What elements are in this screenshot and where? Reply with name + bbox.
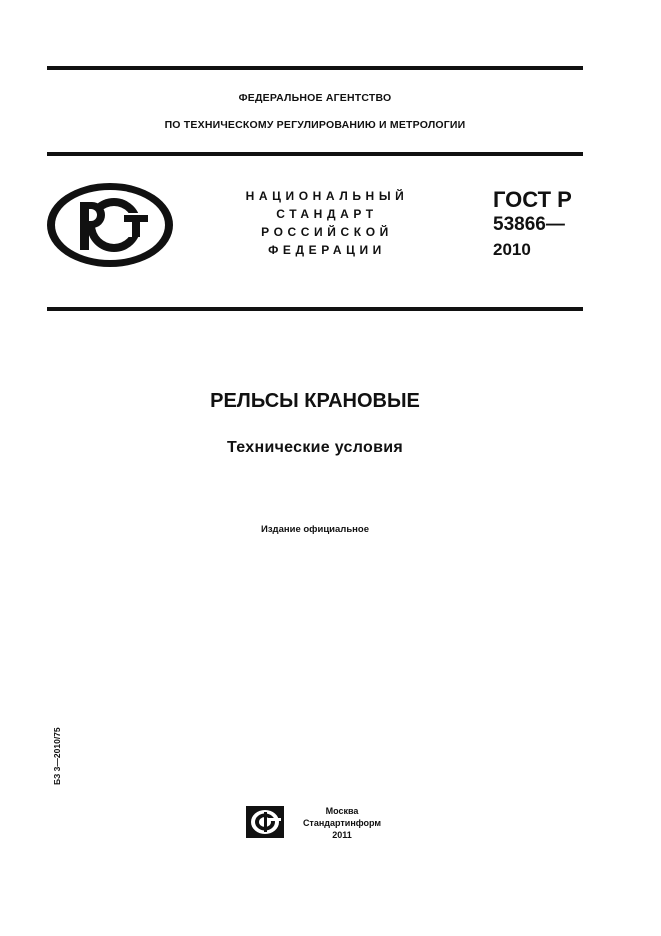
national-standard-line-2: СТАНДАРТ (276, 207, 378, 221)
rst-logo-icon (44, 180, 176, 270)
national-standard-line-1: НАЦИОНАЛЬНЫЙ (245, 189, 409, 203)
gost-year: 2010 (493, 240, 531, 259)
agency-line-1: ФЕДЕРАЛЬНОЕ АГЕНТСТВО (238, 92, 392, 104)
document-subtitle: Технические условия (227, 439, 403, 456)
gost-prefix: ГОСТ Р (493, 187, 572, 212)
publisher-year: 2011 (332, 830, 352, 840)
edition-note: Издание официальное (261, 524, 369, 535)
side-code: БЗ 3—2010/75 (52, 727, 62, 785)
publisher-name: Стандартинформ (302, 818, 382, 828)
top-rule (47, 66, 583, 70)
gost-number: 53866— (493, 214, 565, 235)
agency-line-2: ПО ТЕХНИЧЕСКОМУ РЕГУЛИРОВАНИЮ И МЕТРОЛОГИИ (164, 119, 466, 131)
document-title: РЕЛЬСЫ КРАНОВЫЕ (210, 390, 420, 412)
agency-rule (47, 152, 583, 156)
standard-rule (47, 307, 583, 311)
national-standard-line-4: ФЕДЕРАЦИИ (268, 243, 386, 257)
publisher-city: Москва (325, 806, 359, 816)
national-standard-line-3: РОССИЙСКОЙ (261, 225, 393, 239)
standartinform-logo-icon (246, 806, 284, 838)
